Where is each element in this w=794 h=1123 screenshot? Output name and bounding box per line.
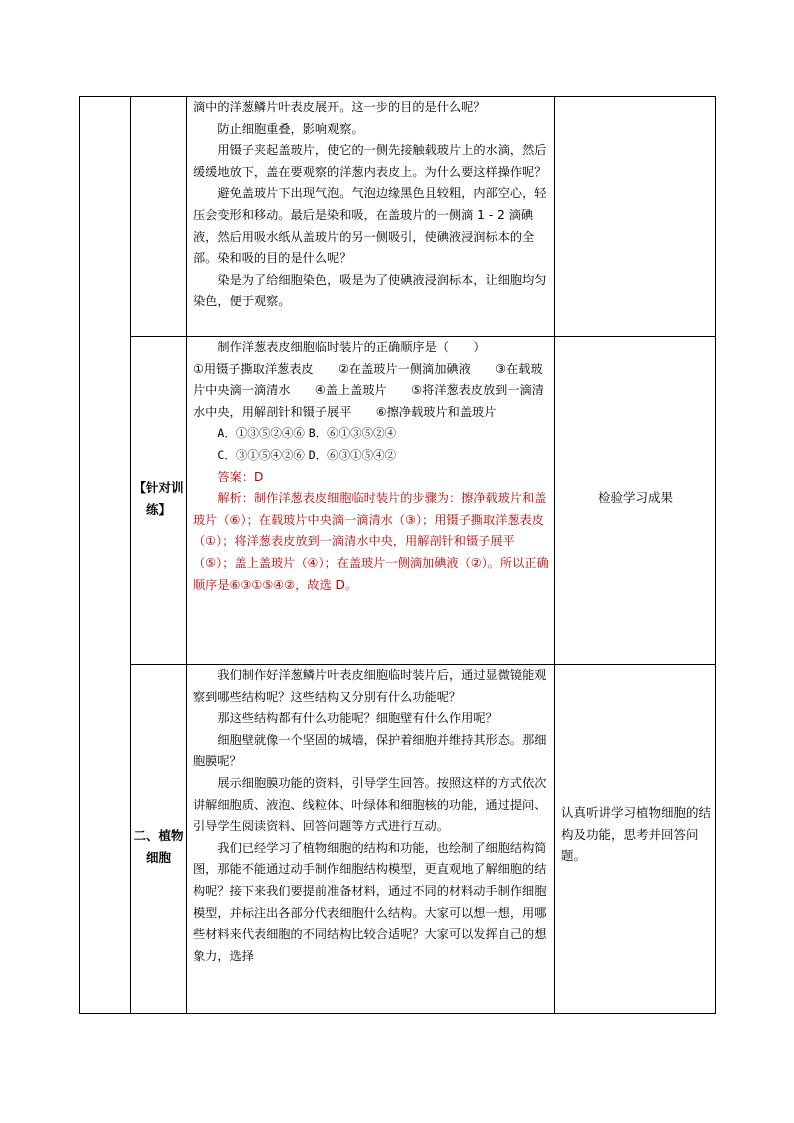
option-a: A．①③⑤②④⑥: [217, 426, 305, 441]
row3-paragraph: 那这些结构都有什么功能呢？细胞壁有什么作用呢？: [217, 711, 498, 726]
row1-content: [193, 97, 551, 336]
row2-label: 【针对训练】: [133, 480, 184, 517]
row3-label: 二、植物细胞: [133, 828, 184, 865]
row3-student-activity: 认真听讲学习植物细胞的结构及功能，思考并回答问题。: [561, 805, 711, 864]
column-divider: [186, 97, 187, 1013]
row1-paragraph: 避免盖玻片下出现气泡。气泡边缘黑色且较粗，内部空心，轻压会变形和移动。最后是染和吸，在盖玻片的一侧滴 1 - 2 滴碘液，然后用吸水纸从盖玻片的另一侧吸引，使碘液浸润标本的全部。染和吸的目的是什么呢？: [193, 186, 547, 266]
exercise-items: ①用镊子撕取洋葱表皮 ②在盖玻片一侧滴加碘液 ③在载玻片中央滴一滴清水 ④盖上盖玻片 ⑤将洋葱表皮放到一滴清水中央，用解剖针和镊子展平 ⑥擦净载玻片和盖玻片: [193, 361, 544, 419]
option-b: B．⑥①③⑤②④: [308, 426, 397, 441]
column-divider: [554, 97, 555, 1013]
row3-paragraph: 我们已经学习了植物细胞的结构和功能，也绘制了细胞结构简图，那能不能通过动手制作细胞结构模型，更直观地了解细胞的结构呢？接下来我们要提前准备材料，通过不同的材料动手制作细胞模型，并标注出各部分代表细胞什么结构。大家可以想一想，用哪些材料来代表细胞的不同结构比较合适呢？大家可以发挥自己的想象力，选择: [193, 840, 547, 963]
row1-paragraph: 防止细胞重叠，影响观察。: [217, 121, 364, 136]
exercise-options-cd: [193, 445, 551, 467]
row1-paragraph: 用镊子夹起盖玻片，使它的一侧先接触载玻片上的水滴，然后缓缓地放下，盖在要观察的洋葱内表皮上。为什么要这样操作呢？: [193, 143, 547, 179]
row3-paragraph: 展示细胞膜功能的资料，引导学生回答。按照这样的方式依次讲解细胞质、液泡、线粒体、叶绿体和细胞核的功能，通过提问、引导学生阅读资料、回答问题等方式进行互动。: [193, 775, 547, 834]
row3-paragraph: 我们制作好洋葱鳞片叶表皮细胞临时装片后，通过显微镜能观察到哪些结构呢？这些结构又分别有什么功能呢？: [193, 668, 547, 704]
exercise-answer: 答案：D: [217, 469, 264, 484]
option-c: C．③①⑤④②⑥: [217, 447, 305, 462]
exercise-analysis: 解析：制作洋葱表皮细胞临时装片的步骤为：擦净载玻片和盖玻片（⑥）；在载玻片中央滴一滴清水（③）；用镊子撕取洋葱表皮（①）；将洋葱表皮放到一滴清水中央，用解剖针和镊子展平（⑤）；盖上盖玻片（④）；在盖玻片一侧滴加碘液（②）。所以正确顺序是⑥③①⑤④②，故选 D。: [193, 491, 549, 592]
row2-goal: 检验学习成果: [597, 490, 673, 505]
row3-paragraph: 细胞壁就像一个坚固的城墙，保护着细胞并维持其形态。那细胞膜呢？: [193, 732, 547, 769]
exercise-options-ab: [193, 423, 551, 445]
exercise-question: 制作洋葱表皮细胞临时装片的正确顺序是（ ）: [217, 340, 486, 354]
row2-content: [193, 337, 551, 663]
lesson-table: [79, 96, 716, 1014]
row1-paragraph: 滴中的洋葱鳞片叶表皮展开。这一步的目的是什么呢？: [193, 100, 486, 114]
row1-paragraph: 染是为了给细胞染色，吸是为了使碘液浸润标本，让细胞均匀染色，便于观察。: [193, 272, 547, 309]
option-d: D．⑥③①⑤④②: [308, 447, 397, 462]
column-divider: [130, 97, 131, 1013]
row3-content: [193, 665, 551, 1013]
